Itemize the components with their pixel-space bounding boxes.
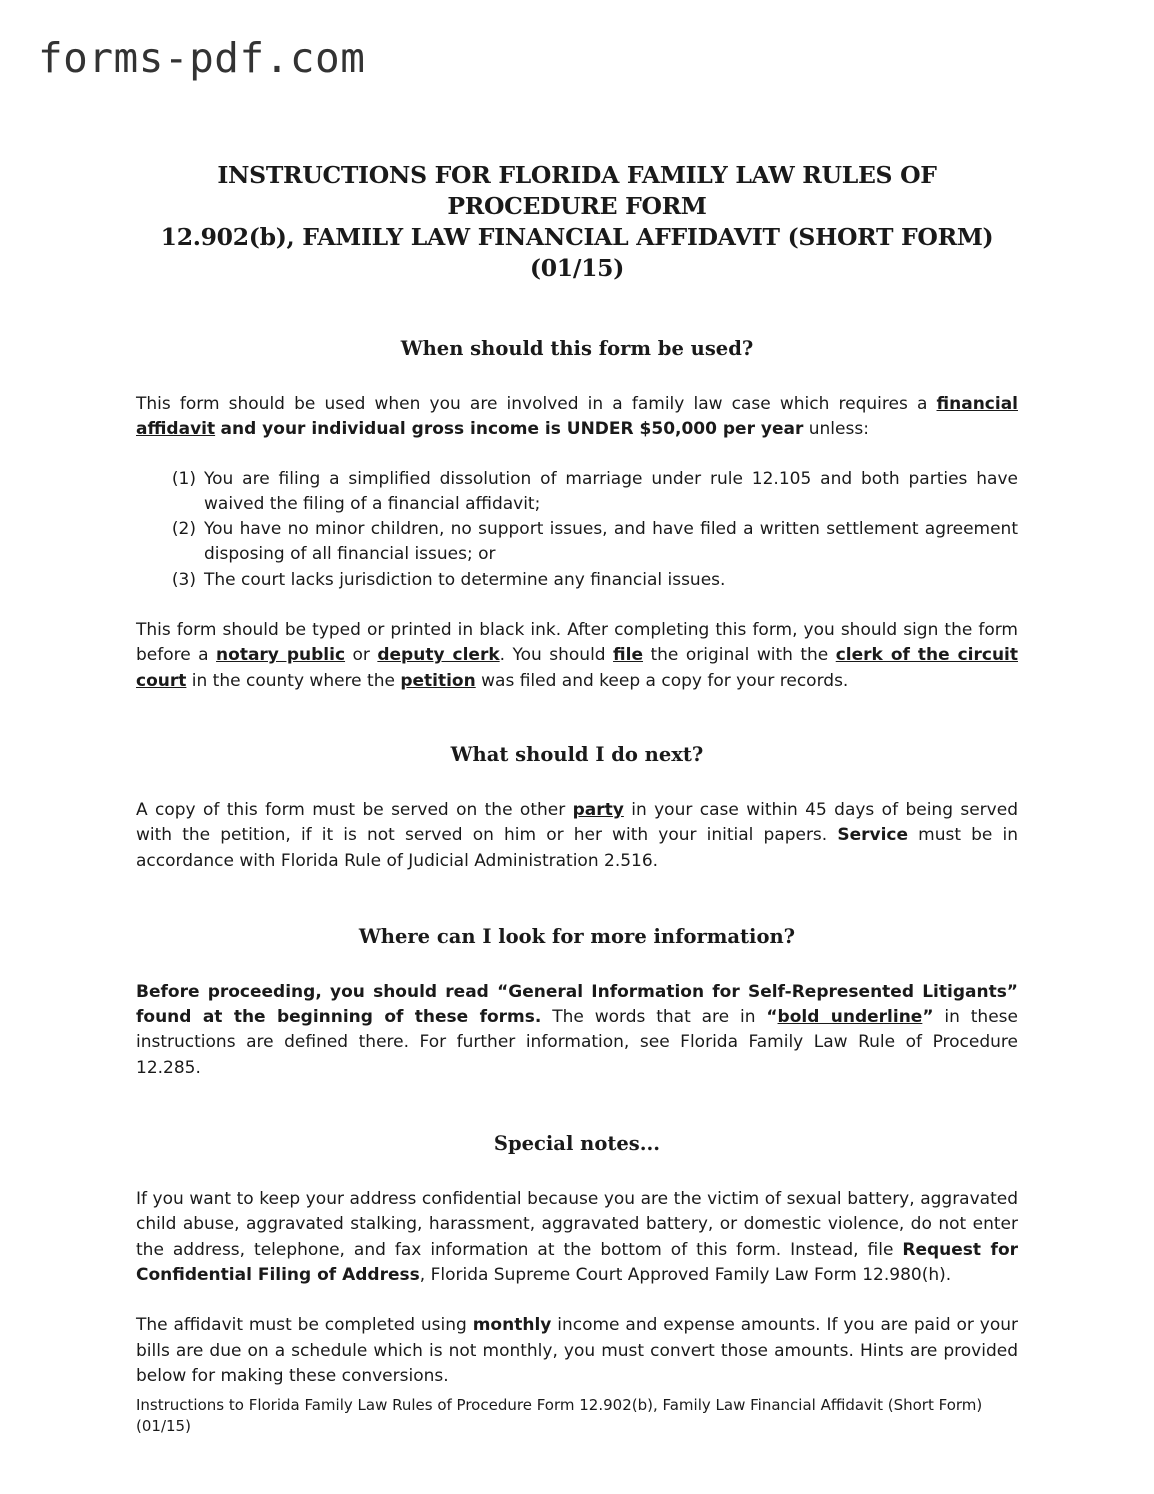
heading-special-notes: Special notes... <box>493 1132 661 1156</box>
next-paragraph: A copy of this form must be served on the other party in your case within 45 days of being served with the petition, if it is not served on him or her with your initial papers. Service must be in accordance with Florida Rule of Judicial Administration 2.516. <box>136 799 1018 871</box>
term-deputy-clerk: deputy clerk <box>377 645 500 666</box>
exception-list <box>136 467 1018 593</box>
term-petition: petition <box>400 670 476 691</box>
term-party: party <box>572 799 624 820</box>
ink-paragraph: This form should be typed or printed in black ink. After completing this form, you should sign the form before a notary public or deputy clerk. You should file the original with the clerk of the circuit court in the county where the petition was filed and keep a copy for your records. <box>136 620 1019 691</box>
list-item: (3) The court lacks jurisdiction to determine any financial issues. <box>171 569 726 590</box>
watermark: forms-pdf.com <box>38 34 366 82</box>
term-notary-public: notary public <box>216 645 346 666</box>
heading-when-used: When should this form be used? <box>400 337 754 360</box>
term-file: file <box>613 645 644 666</box>
heading-what-next: What should I do next? <box>450 742 704 766</box>
document-title <box>136 160 1018 284</box>
term-service: Service <box>837 825 909 846</box>
term-bold-underline: bold underline <box>777 1007 923 1028</box>
confidential-paragraph: If you want to keep your address confidential because you are the victim of sexual battery, aggravated child abuse, aggravated stalking, harassment, aggravated battery, or domestic violence, do not enter the address, telephone, and fax information at the bottom of this form. Instead, file Request for Confidential Filing of Address, Florida Supreme Court Approved Family Law Form 12.980(h). <box>136 1189 1019 1285</box>
term-financial-affidavit: financial affidavit <box>136 394 1018 440</box>
more-info-paragraph: Before proceeding, you should read “General Information for Self-Represented Litigants” found at the beginning of these forms. The words that are in “bold underline” in these instructions are defined there. For further information, see Florida Family Law Rule of Procedure 12.285. <box>136 981 1018 1078</box>
term-clerk-circuit-court: clerk of the circuit court <box>136 645 1019 691</box>
document-page <box>136 160 1018 1437</box>
list-item: (2) You have no minor children, no support issues, and have filed a written settlement agreement disposing of all financial issues; or <box>171 519 1018 565</box>
income-condition: and your individual gross income is UNDER $50,000 per year <box>220 419 804 440</box>
page-footer: Instructions to Florida Family Law Rules of Procedure Form 12.902(b), Family Law Financial Affidavit (Short Form) (01/15) <box>136 1396 983 1436</box>
monthly-paragraph: The affidavit must be completed using monthly income and expense amounts. If you are paid or your bills are due on a schedule which is not monthly, you must convert those amounts. Hints are provided below for making these conversions. <box>136 1315 1019 1386</box>
intro-paragraph: This form should be used when you are involved in a family law case which requires a financial affidavit and your individual gross income is UNDER $50,000 per year unless: <box>136 394 1018 440</box>
form-request-confidential: Request for Confidential Filing of Address <box>136 1239 1019 1285</box>
title-line-2: 12.902(b), FAMILY LAW FINANCIAL AFFIDAVIT (SHORT FORM) (01/15) <box>160 223 994 282</box>
heading-more-info: Where can I look for more information? <box>358 924 796 948</box>
list-item: (1) You are filing a simplified dissolution of marriage under rule 12.105 and both parties have waived the filing of a financial affidavit; <box>171 468 1018 514</box>
title-line-1: INSTRUCTIONS FOR FLORIDA FAMILY LAW RULES OF PROCEDURE FORM <box>217 161 937 220</box>
term-monthly: monthly <box>472 1315 552 1336</box>
general-info-notice: Before proceeding, you should read “General Information for Self-Represented Litigants” found at the beginning of these forms. <box>136 981 1018 1028</box>
